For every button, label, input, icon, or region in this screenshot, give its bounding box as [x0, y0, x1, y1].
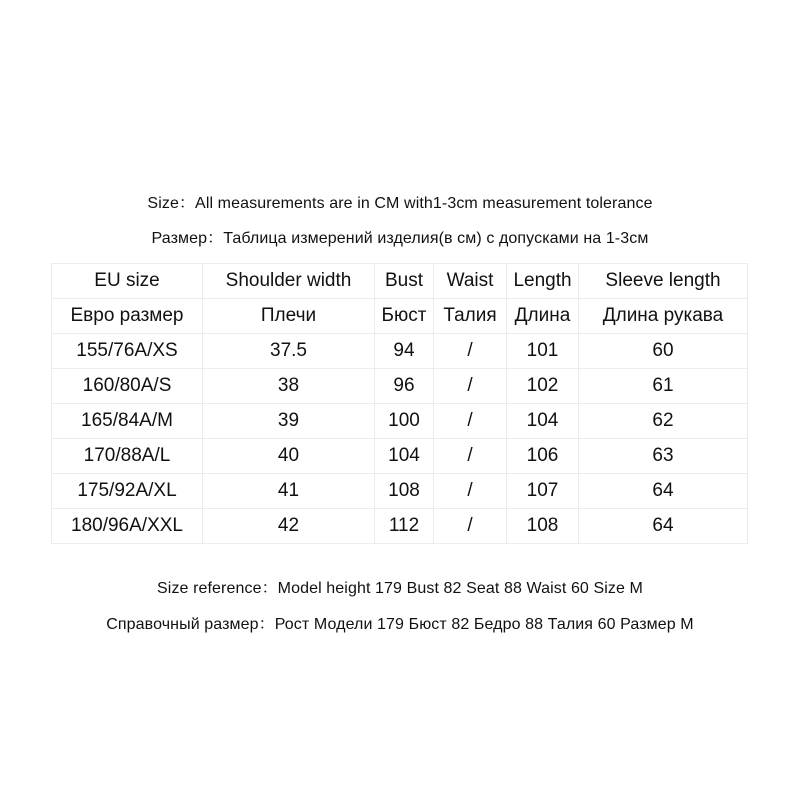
table-cell: 96	[375, 369, 434, 404]
table-cell: 101	[507, 334, 579, 369]
table-cell: 37.5	[203, 334, 375, 369]
column-header: Длина	[507, 299, 579, 334]
measurement-note-en: Size：All measurements are in CM with1-3cm measurement tolerance	[147, 195, 653, 212]
table-cell: 175/92A/XL	[52, 474, 203, 509]
column-header: EU size	[52, 264, 203, 299]
table-cell: /	[434, 474, 507, 509]
table-row	[52, 334, 748, 369]
table-cell: 39	[203, 404, 375, 439]
size-reference-en: Size reference：Model height 179 Bust 82 Seat 88 Waist 60 Size M	[157, 580, 643, 597]
table-cell: 104	[375, 439, 434, 474]
table-cell: 155/76A/XS	[52, 334, 203, 369]
table-cell: 42	[203, 509, 375, 544]
column-header: Shoulder width	[203, 264, 375, 299]
column-header: Бюст	[375, 299, 434, 334]
table-cell: 112	[375, 509, 434, 544]
size-table	[51, 263, 748, 544]
table-cell: 40	[203, 439, 375, 474]
table-cell: 160/80A/S	[52, 369, 203, 404]
table-cell: /	[434, 404, 507, 439]
column-header: Length	[507, 264, 579, 299]
table-row	[52, 369, 748, 404]
column-header: Длина рукава	[579, 299, 748, 334]
column-header: Плечи	[203, 299, 375, 334]
table-cell: 94	[375, 334, 434, 369]
column-header: Waist	[434, 264, 507, 299]
table-cell: 60	[579, 334, 748, 369]
table-cell: 64	[579, 474, 748, 509]
table-cell: 41	[203, 474, 375, 509]
size-reference-ru: Справочный размер：Рост Модели 179 Бюст 82 Бедро 88 Талия 60 Размер M	[106, 616, 694, 633]
table-cell: 170/88A/L	[52, 439, 203, 474]
table-row	[52, 509, 748, 544]
table-cell: /	[434, 334, 507, 369]
table-cell: 64	[579, 509, 748, 544]
table-row	[52, 474, 748, 509]
table-cell: 108	[375, 474, 434, 509]
table-cell: 38	[203, 369, 375, 404]
measurement-note-ru: Размер：Таблица измерений изделия(в см) с допусками на 1-3см	[151, 230, 649, 247]
table-cell: /	[434, 509, 507, 544]
table-cell: 102	[507, 369, 579, 404]
table-cell: /	[434, 369, 507, 404]
table-cell: 63	[579, 439, 748, 474]
table-cell: 62	[579, 404, 748, 439]
table-cell: 104	[507, 404, 579, 439]
table-cell: 107	[507, 474, 579, 509]
table-cell: /	[434, 439, 507, 474]
column-header: Талия	[434, 299, 507, 334]
column-header: Sleeve length	[579, 264, 748, 299]
table-cell: 108	[507, 509, 579, 544]
table-row	[52, 404, 748, 439]
table-cell: 180/96A/XXL	[52, 509, 203, 544]
column-header: Bust	[375, 264, 434, 299]
table-header-row-en	[52, 264, 748, 299]
table-cell: 100	[375, 404, 434, 439]
table-cell: 165/84A/M	[52, 404, 203, 439]
table-header-row-ru	[52, 299, 748, 334]
table-cell: 61	[579, 369, 748, 404]
column-header: Евро размер	[52, 299, 203, 334]
table-row	[52, 439, 748, 474]
table-cell: 106	[507, 439, 579, 474]
